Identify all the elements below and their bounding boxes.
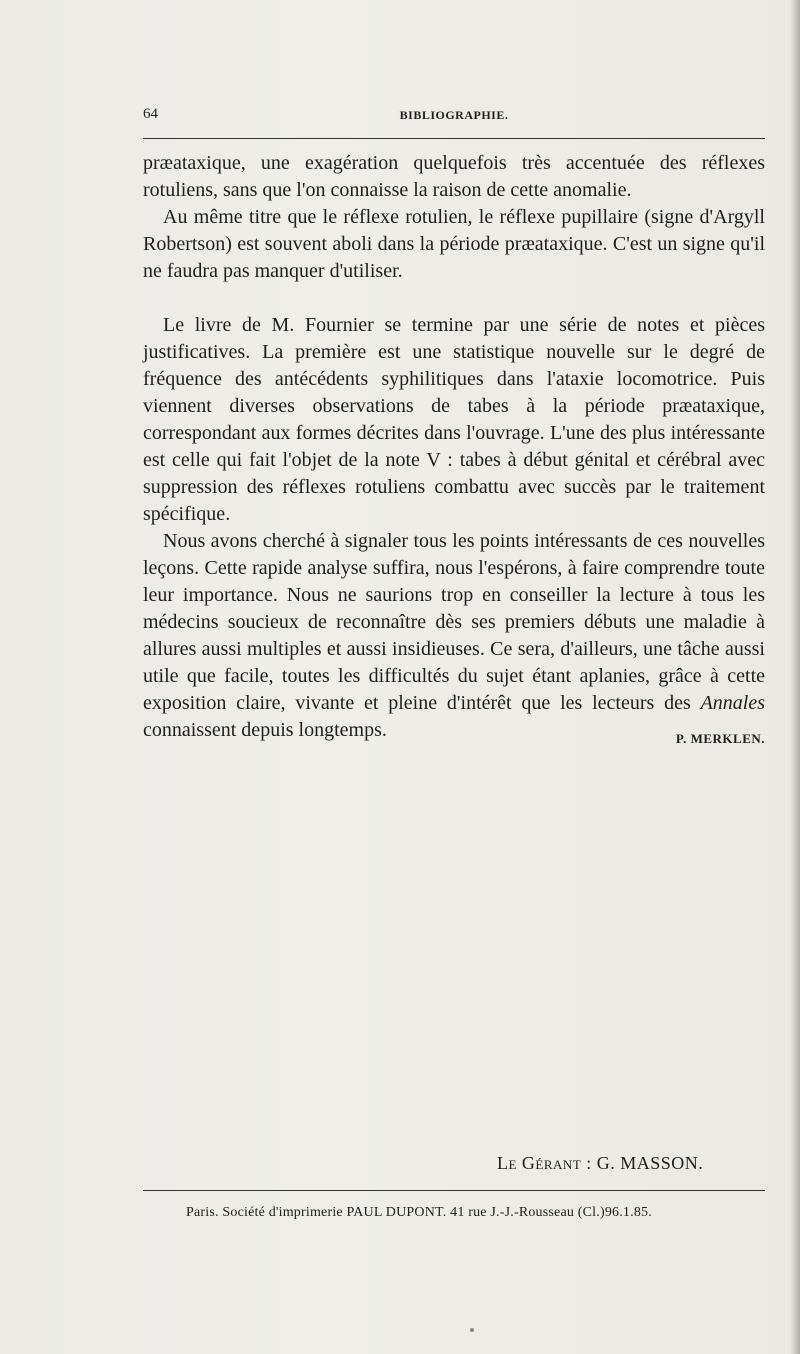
paragraph-4 bbox=[143, 528, 765, 744]
paragraph-2: Au même titre que le réflexe rotulien, le réflexe pupillaire (signe d'Argyll Robertson) est souvent aboli dans la période præataxique. C'est un signe qu'il ne faudra pas manquer d'utiliser. bbox=[143, 206, 765, 282]
page-header bbox=[143, 106, 765, 128]
printer-imprint: Paris. Société d'imprimerie PAUL DUPONT. 41 rue J.-J.-Rousseau (Cl.)96.1.85. bbox=[186, 1205, 652, 1220]
header-rule bbox=[143, 138, 765, 139]
journal-title: Annales bbox=[700, 692, 765, 714]
paragraph-3: Le livre de M. Fournier se termine par une série de notes et pièces justificatives. La première est une statistique nouvelle sur le degré de fréquence des antécédents syphilitiques dans l'ataxie locomotrice. Puis viennent diverses observations de tabes à la période præataxique, correspondant aux formes décrites dans l'ouvrage. L'une des plus intéressante est celle qui fait l'objet de la note V : tabes à début génital et cérébral avec suppression des réflexes rotuliens combattu avec succès par le traitement spécifique. bbox=[143, 314, 765, 525]
paragraph-4-end: connaissent depuis longtemps. bbox=[143, 719, 387, 741]
page-edge-shadow bbox=[790, 0, 800, 1354]
paragraph-1: præataxique, une exagération quelquefois très accentuée des réflexes rotuliens, sans que l'on connaisse la raison de cette anomalie. bbox=[143, 152, 765, 201]
page-number: 64 bbox=[143, 106, 158, 122]
author-signature: P. MERKLEN. bbox=[675, 731, 765, 746]
body-text bbox=[143, 150, 765, 752]
running-title: BIBLIOGRAPHIE. bbox=[399, 108, 509, 122]
paragraph-4-text: Nous avons cherché à signaler tous les points intéressants de ces nouvelles leçons. Cette rapide analyse suffira, nous l'espérons, à faire comprendre toute leur importance. Nous ne saurions trop en conseiller la lecture à tous les médecins soucieux de reconnaître dès ses premiers débuts une maladie à allures aussi multiples et aussi insidieuses. Ce sera, d'ailleurs, une tâche aussi utile que facile, toutes les difficultés du sujet étant aplanies, grâce à cette exposition claire, vivante et pleine d'intérêt que les lecteurs des bbox=[143, 530, 765, 714]
paper-speck bbox=[470, 1328, 474, 1332]
publisher-manager: Le Gérant : G. MASSON. bbox=[497, 1153, 704, 1173]
footer-rule bbox=[143, 1190, 765, 1191]
